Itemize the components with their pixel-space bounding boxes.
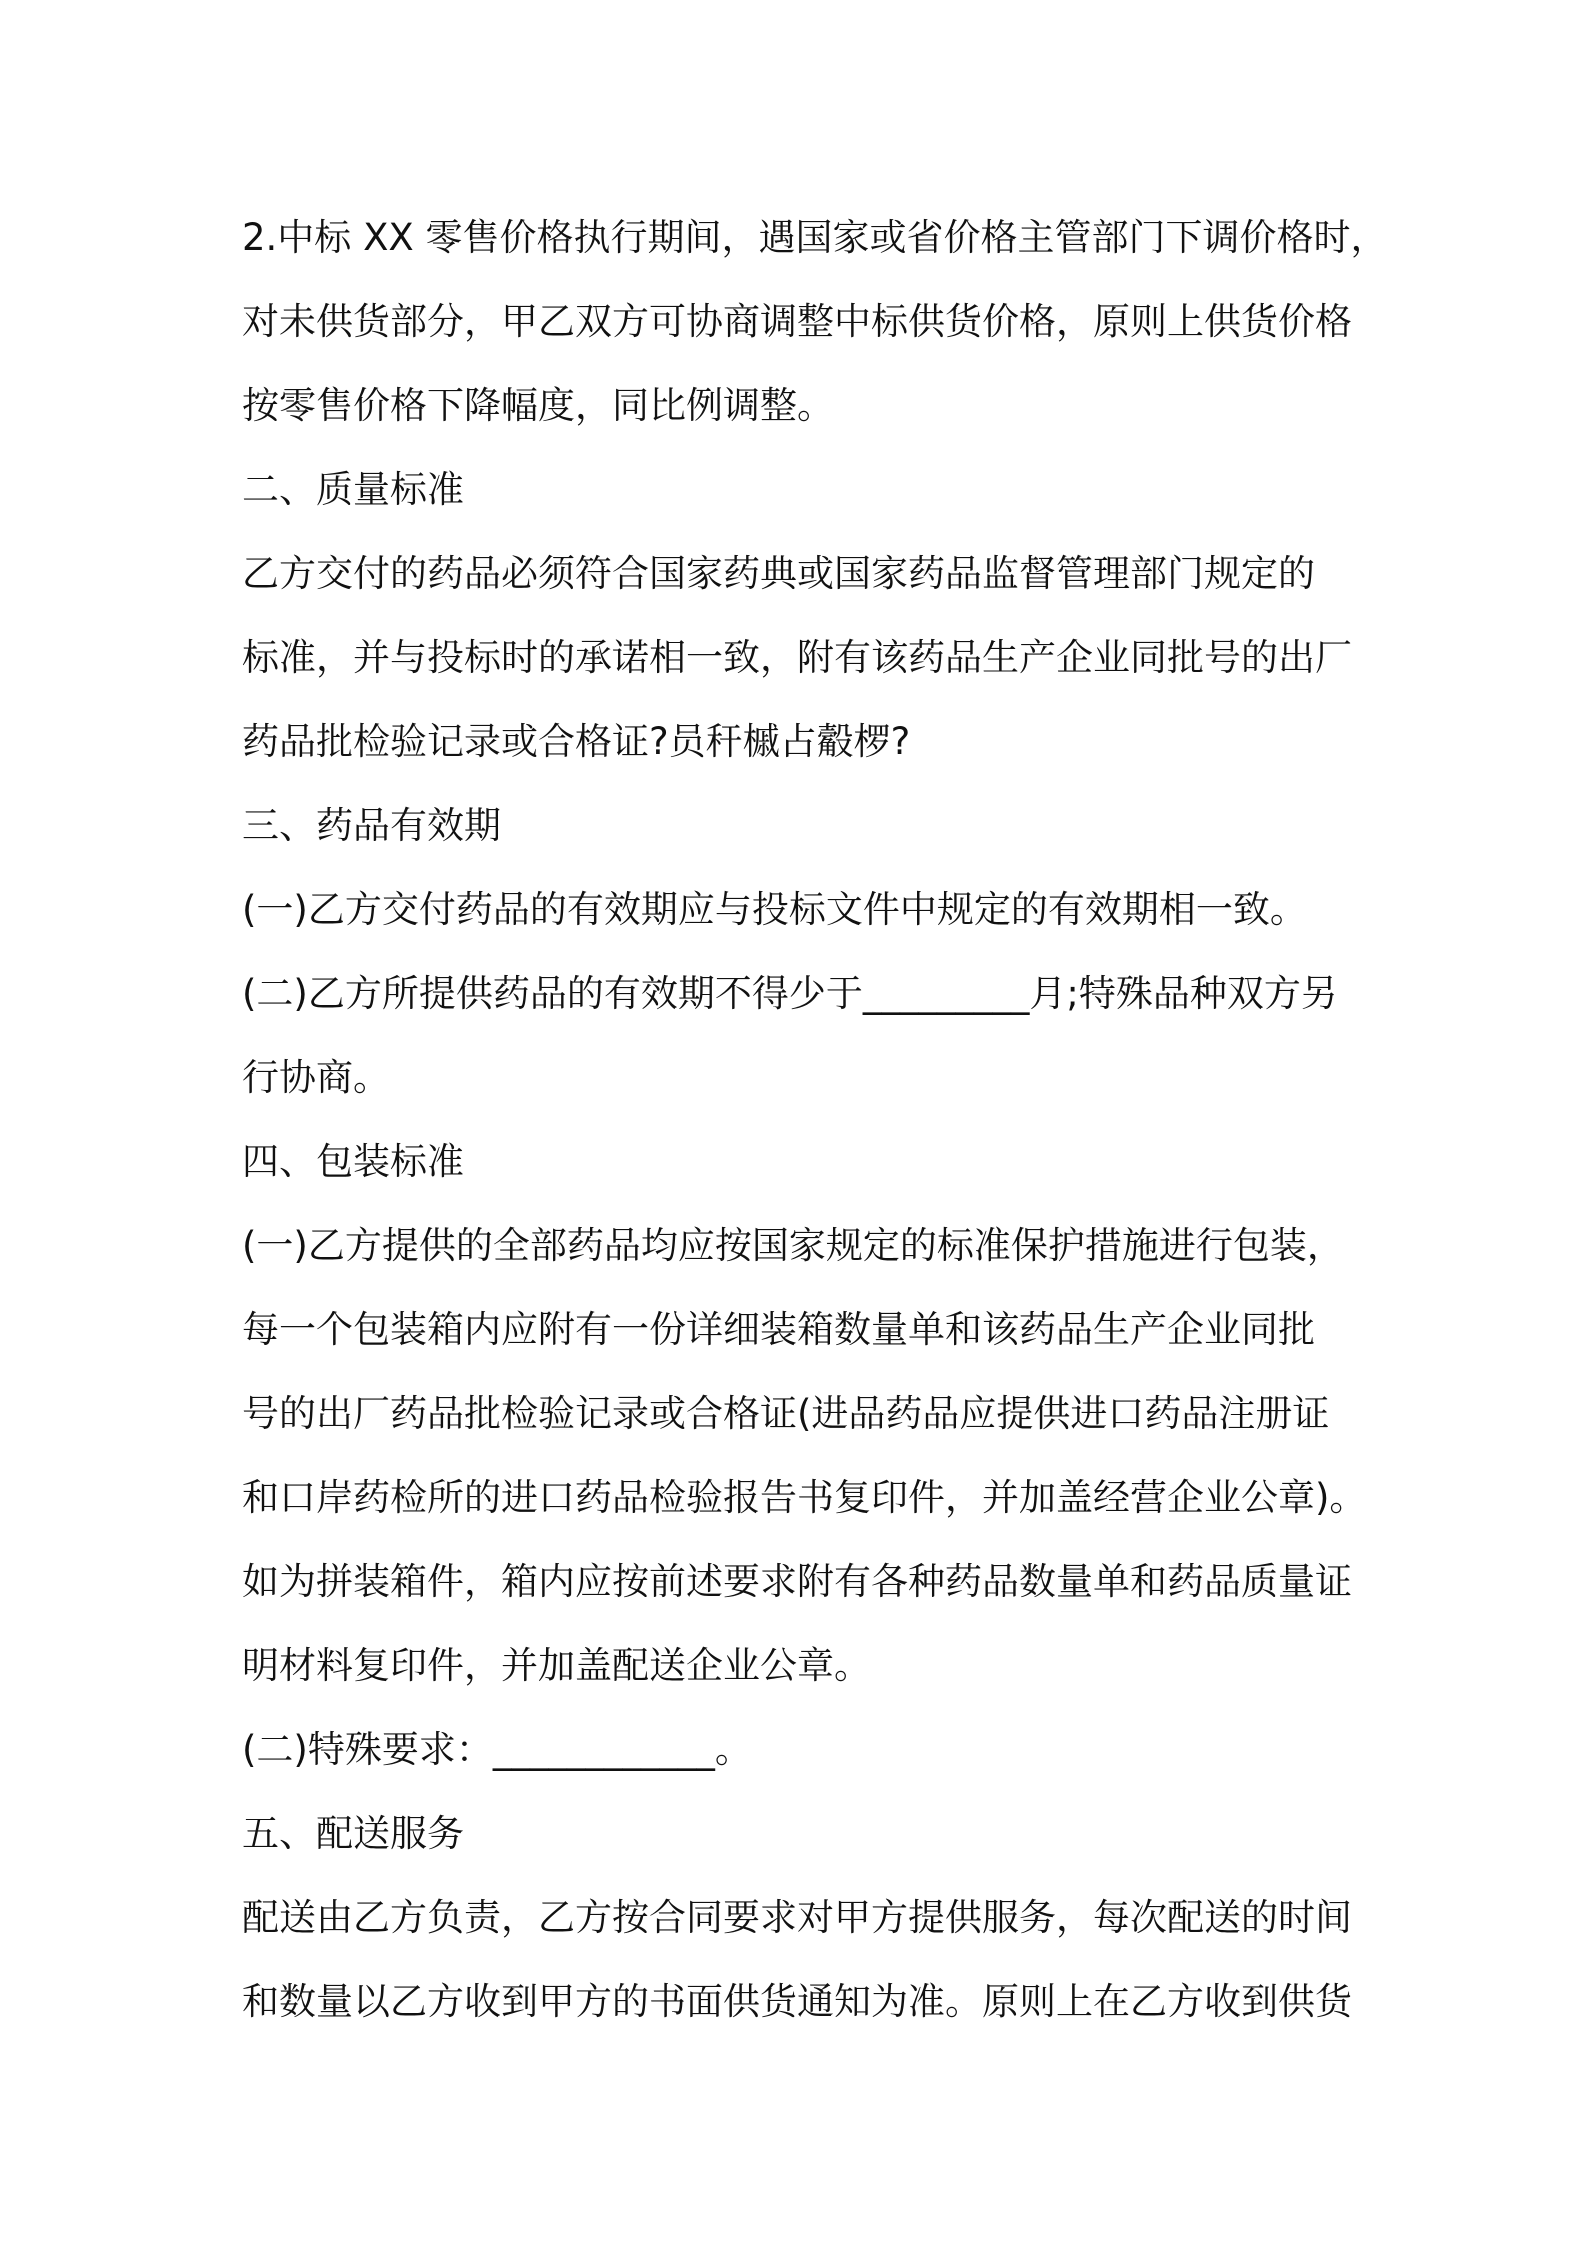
document-body	[242, 196, 1402, 2044]
text-line: 按零售价格下降幅度，同比例调整。	[242, 384, 834, 427]
text-line: 配送由乙方负责，乙方按合同要求对甲方提供服务，每次配送的时间	[242, 1896, 1352, 1939]
text-line: 明材料复印件，并加盖配送企业公章。	[242, 1644, 871, 1687]
text-line: (二)乙方所提供药品的有效期不得少于_________月;特殊品种双方另	[242, 972, 1338, 1015]
text-line: 和口岸药检所的进口药品检验报告书复印件，并加盖经营企业公章)。	[242, 1476, 1367, 1519]
text-line: 和数量以乙方收到甲方的书面供货通知为准。原则上在乙方收到供货	[242, 1980, 1352, 2023]
text-line: 标准，并与投标时的承诺相一致，附有该药品生产企业同批号的出厂	[242, 636, 1352, 679]
text-line: (二)特殊要求：____________。	[242, 1728, 752, 1771]
text-line: 每一个包装箱内应附有一份详细装箱数量单和该药品生产企业同批	[242, 1308, 1315, 1351]
section-heading-quality: 二、质量标准	[242, 468, 464, 511]
text-line: 号的出厂药品批检验记录或合格证(进品药品应提供进口药品注册证	[242, 1392, 1330, 1435]
section-heading-delivery: 五、配送服务	[242, 1812, 464, 1855]
section-heading-packaging: 四、包装标准	[242, 1140, 464, 1183]
text-line: 如为拼装箱件，箱内应按前述要求附有各种药品数量单和药品质量证	[242, 1560, 1352, 1603]
text-line: 乙方交付的药品必须符合国家药典或国家药品监督管理部门规定的	[242, 552, 1315, 595]
text-line: 对未供货部分，甲乙双方可协商调整中标供货价格，原则上供货价格	[242, 300, 1352, 343]
section-heading-validity: 三、药品有效期	[242, 804, 501, 847]
text-line: 药品批检验记录或合格证?员秆槭占觳椤?	[242, 720, 911, 763]
text-line: (一)乙方提供的全部药品均应按国家规定的标准保护措施进行包装，	[242, 1224, 1344, 1267]
text-line: 行协商。	[242, 1056, 390, 1099]
text-line: (一)乙方交付药品的有效期应与投标文件中规定的有效期相一致。	[242, 888, 1307, 931]
text-line: 2.中标 XX 零售价格执行期间，遇国家或省价格主管部门下调价格时，	[242, 216, 1388, 259]
